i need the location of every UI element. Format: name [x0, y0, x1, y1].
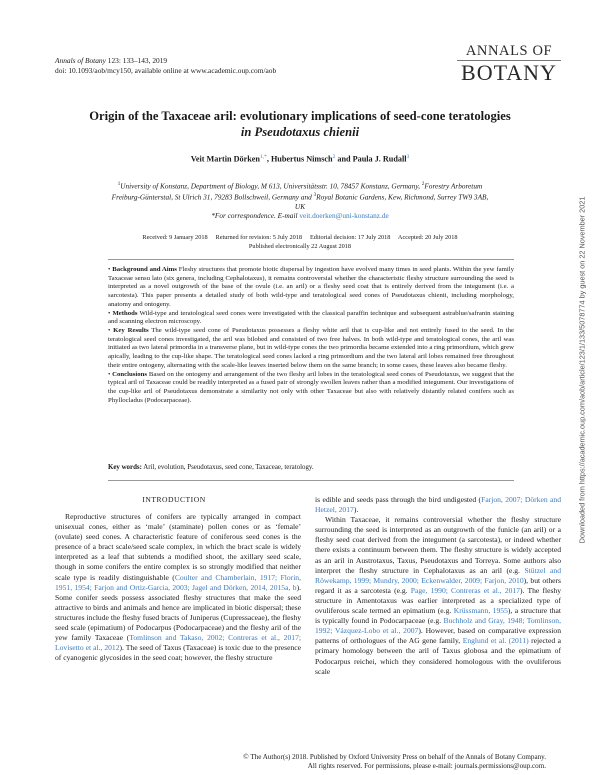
affiliations: $^1$University of Konstanz, Department of Biology, M 613, Universitätsstr. 10, 78457 Konstanz, Germany, $^2$Forestry Arboretum Freiburg-Günterstal, St Ulrich 31, 79283 Bollschweil, Germany and $^3$Royal Botanic Gardens, Kew, Richmond, Surrey TW9 3AB, UK *For correspondence. E-mail veit.doerken@uni-konstanz.de: [56, 180, 544, 220]
body-text: Reproductive structures of conifers are typically arranged in compact unisexual cones, either as ‘male’ (staminate) pollen cones or as ‘female’ (ovulate) seed cones. A characteristic feature of coniferous seed cones is the presence of a bract scale/seed scale complex, in which the bract scale is widely interpreted as a leaf that subtends a modified shoot, the axillary seed scale, though in some conifers the entire complex is so strongly modified that neither scale type is readily distinguishable (: [55, 512, 301, 582]
correspondence-email-link[interactable]: veit.doerken@uni-konstanz.de: [299, 211, 389, 221]
affiliation-2a: Forestry Arboretum: [424, 181, 483, 191]
abstract: [108, 266, 514, 406]
journal-name: Annals of Botany: [55, 56, 106, 65]
intro-paragraph-2: [315, 515, 561, 677]
copyright-footer: [60, 753, 546, 772]
affiliation-2b: Freiburg-Günterstal, St Ulrich 31, 79283 Bollschweil, Germany and: [111, 192, 314, 202]
citation-link[interactable]: Krüssmann, 1955: [453, 606, 508, 616]
dates-line-2: Published electronically 22 August 2018: [248, 242, 352, 250]
body-text: ). However, based on comparative expression patterns of orthologues of the AG gene family,: [315, 626, 562, 646]
abstract-bg-label: Background and Aims: [112, 266, 177, 273]
citation-link[interactable]: Englund et al. (2011): [462, 636, 529, 646]
intro-paragraph-1: [55, 512, 301, 663]
body-text: ).: [353, 505, 359, 515]
body-text: is edible and seeds pass through the bird undigested (: [315, 495, 482, 504]
author-2-sup[interactable]: 2: [332, 154, 336, 160]
citation-link[interactable]: Buchholz and Gray, 1948; Tomlinson, 1992; Vázquez-Lobo et al., 2007: [315, 616, 561, 636]
title-line-1: Origin of the Taxaceae aril: evolutionary implications of seed-cone teratologies: [89, 109, 511, 123]
body-text: ), but others regard it as a sarcotesta (e.g.: [315, 575, 561, 595]
body-text: rejected a primary homology between the aril of Taxus globosa and the epimatium of Podocarpus reichei, which they considered homologous with the ovuliferous scale: [315, 636, 561, 676]
citation-link[interactable]: Stützel and Röwekamp, 1999; Mundry, 2000; Eckenwalder, 2009; Farjon, 2010: [315, 565, 561, 585]
author-3: Paula J. Rudall: [352, 154, 407, 164]
journal-logo: [457, 44, 561, 84]
logo-top-text: ANNALS OF: [457, 44, 561, 61]
abstract-methods: • Methods Wild-type and teratological seed cones were investigated with the classical paraffin technique and subsequent astrablue/safranin staining and scanning electron microscopy.: [108, 309, 514, 326]
dates-line-1: Received: 9 January 2018 Returned for revision: 5 July 2018 Editorial decision: 17 July 2018 Accepted: 20 July 2018: [142, 234, 458, 241]
citation-link[interactable]: Coulter and Chamberlain, 1917; Florin, 1951, 1954; Farjon and Ortiz-Garcia, 2003; Jagel and Dörken, 2014, 2015a, b: [55, 572, 302, 592]
abstract-results-text: The wild-type seed cone of Pseudotaxus possesses a fleshy white aril that is cup-like and not entirely fused to the seed. In the teratological seed cones investigated, the aril was bilobed and consisted of two free halves. In both wild-type and teratological cones, the aril was initiated as two lateral primordia in a transverse plane, but in wild-type cones the two primordia became extended into a ring primordium, which grew apically, leading to the cup-like shape. The teratological seed cones lacked a ring primordium and the two lateral aril lobes remained free throughout their entire ontogeny, alternating with the scale-like leaves inserted below them on the same branch; in some cases, these leaves also became fleshy.: [108, 327, 514, 369]
intro-continued: [315, 495, 561, 515]
abstract-concl-label: Conclusions: [112, 370, 148, 378]
body-text: ). The seed of Taxus (Taxaceae) is toxic due to the presence of cyanogenic glycosides in the seed coat; however, the fleshy structure: [55, 643, 301, 663]
footer-line-2: All rights reserved. For permissions, please e-mail: journals.permissions@oup.com.: [307, 762, 546, 771]
download-sidebar: [577, 160, 587, 580]
doi-line: doi: 10.1093/aob/mcy150, available online at www.academic.oup.com/aob: [55, 66, 277, 75]
body-text: Within Taxaceae, it remains controversial whether the fleshy structure surrounding the seed is interpreted as an outgrowth of the funicle (an aril) or a fleshy seed coat derived from the integument (a sarcotesta), or indeed whether there exists a continuum between them. The fleshy structure is widely accepted as an aril in Austrotaxus, Taxus, Pseudotaxus and Torreya. Some authors also interpret the fleshy structure in Cephalotaxus as an aril (e.g.: [315, 515, 561, 575]
affiliation-country: UK: [294, 201, 306, 211]
affiliation-3: Royal Botanic Gardens, Kew, Richmond, Surrey TW9 3AB,: [316, 192, 489, 202]
citation-link[interactable]: Page, 1990; Contreras et al., 2017: [410, 585, 521, 595]
publication-dates: [60, 234, 540, 251]
abstract-concl-text: Based on the ontogeny and arrangement of the two fleshy aril lobes in the teratological seed cones of Pseudotaxus, we suggest that the typical aril of Taxaceae could be readily interpreted as a fused pair of strongly swollen leaves rather than a modified integument. Our investigations of the cup-like aril of Pseudotaxus demonstrate a similarity not only with other Taxaceae but also with relatively distantly related conifers such as Phyllocladus (Podocarpaceae).: [108, 370, 515, 404]
keywords-label: Key words:: [108, 464, 142, 471]
abstract-top-rule: [108, 259, 514, 260]
correspondence-label: *For correspondence. E-mail: [211, 211, 300, 221]
right-column: [315, 495, 561, 677]
author-3-sup[interactable]: 3: [406, 154, 410, 160]
abstract-background: • Background and Aims Fleshy structures that promote biotic dispersal by ingestion have evolved many times in seed plants. Within the yew family Taxaceae sensu lato (six genera, including Cephalotaxus), it remains controversial whether the characteristic fleshy structure surrounding the seed is interpreted as a novel outgrowth of the base of the ovule (i.e. an aril) or a fleshy seed coat that is entirely derived from the integument (i.e. a sarcotesta). This paper presents a detailed study of both wild-type and teratological seed cones of Pseudotaxus chienii, including morphology, anatomy and ontogeny.: [108, 266, 514, 308]
abstract-bottom-rule: [108, 480, 514, 481]
author-sep: and: [335, 154, 353, 164]
abstract-results: • Key Results The wild-type seed cone of Pseudotaxus possesses a fleshy white aril that is cup-like and not entirely fused to the seed. In the teratological seed cones investigated, the aril was bilobed and consisted of two free halves. In both wild-type and teratological cones, the aril was initiated as two lateral primordia in a transverse plane, but in wild-type cones the two primordia became extended into a ring primordium, which grew apically, leading to the cup-like shape. The teratological seed cones lacked a ring primordium and the two lateral aril lobes remained free throughout their entire ontogeny, alternating with the scale-like leaves inserted below them on the same branch; in some cases, these leaves also became fleshy.: [108, 327, 514, 369]
footer-line-1: © The Author(s) 2018. Published by Oxford University Press on behalf of the Annals of Botany Company.: [243, 753, 546, 761]
citation-link[interactable]: Tomlinson and Takaso, 2002; Contreras et al., 2017; Lovisetto et al., 2012: [55, 633, 301, 653]
keywords: [108, 464, 514, 471]
author-sep: ,: [266, 154, 271, 164]
citation-link[interactable]: Farjon, 2007; Dörken and Hetzel, 2017: [315, 495, 561, 515]
journal-citation: [55, 56, 167, 66]
download-notice[interactable]: Downloaded from https://academic.oup.com/aob/article/123/1/133/5078774 by guest on 22 November 2021: [577, 196, 587, 544]
section-heading: INTRODUCTION: [142, 495, 206, 504]
abstract-methods-label: Methods: [112, 309, 138, 317]
keywords-text: Aril, evolution, Pseudotaxus, seed cone, Taxaceae, teratology.: [141, 464, 314, 471]
article-title: [60, 108, 540, 140]
body-text: ). The fleshy structure in Amentotaxus was earlier interpreted as a specialized type of ovuliferous scale termed an epimatium (e.g.: [315, 585, 562, 616]
abstract-results-label: Key Results: [113, 327, 149, 335]
left-column: [55, 512, 301, 663]
logo-bottom-text: BOTANY: [461, 60, 557, 85]
journal-volume: 123: 133–143, 2019: [105, 56, 168, 65]
abstract-bg-text: Fleshy structures that promote biotic dispersal by ingestion have evolved many times in seed plants. Within the yew family Taxaceae sensu lato (six genera, including Cephalotaxus), it remains controversial whether the characteristic fleshy structure surrounding the seed is interpreted as a novel outgrowth of the base of the ovule (i.e. an aril) or a fleshy seed coat that is entirely derived from the integument (i.e. a sarcotesta). This paper presents a detailed study of both wild-type and teratological seed cones of Pseudotaxus chienii, including morphology, anatomy and ontogeny.: [108, 266, 514, 308]
author-1-sup[interactable]: 1,*: [259, 154, 267, 160]
affiliation-1: University of Konstanz, Department of Biology, M 613, Universitätsstr. 10, 78457 Konstanz, Germany,: [120, 181, 422, 191]
title-line-2: in Pseudotaxus chienii: [240, 125, 360, 139]
body-text: ), a structure that is typically found in Podocarpaceae (e.g.: [315, 606, 562, 626]
abstract-methods-text: Wild-type and teratological seed cones were investigated with the classical paraffin technique and subsequent astrablue/safranin staining and scanning electron microscopy.: [108, 309, 514, 326]
author-list: [60, 154, 540, 164]
abstract-conclusions: • Conclusions Based on the ontogeny and arrangement of the two fleshy aril lobes in the teratological seed cones of Pseudotaxus, we suggest that the typical aril of Taxaceae could be readily interpreted as a fused pair of strongly swollen leaves rather than a modified integument. Our investigations of the cup-like aril of Pseudotaxus demonstrate a similarity not only with other Taxaceae but also with relatively distantly related conifers such as Phyllocladus (Podocarpaceae).: [108, 370, 515, 404]
author-2: Hubertus Nimsch: [270, 154, 333, 164]
author-1: Veit Martin Dörken: [190, 154, 260, 164]
body-text: ). Some conifer seeds possess associated fleshy structures that make the seed attractive to birds and animals and hence are implicated in biotic dispersal; these structures include the fleshy fused bracts of Juniperus (Cupressaceae), the fleshy seed scale (epimatium) of Podocarpus (Podocarpaceae) and the fleshy aril of the yew family Taxaceae (: [55, 582, 301, 643]
